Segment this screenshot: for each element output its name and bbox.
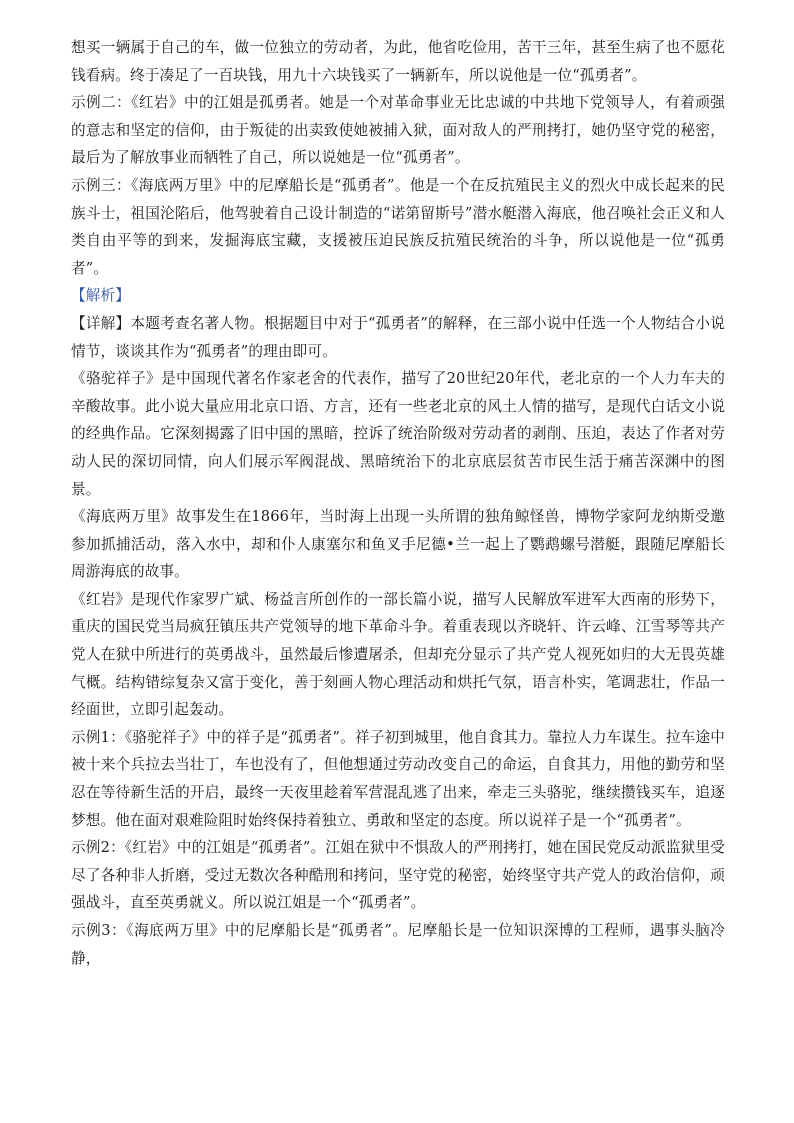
paragraph-example-three: 示例三：《海底两万里》中的尼摩船长是“孤勇者”。他是一个在反抗殖民主义的烈火中成长起来的民族斗士，祖国沦陷后，他驾驶着自己设计制造的“诺第留斯号”潜水艇潜入海底，他召唤社会正义和人类自由平等的到来，发掘海底宝藏，支援被压迫民族反抗殖民统治的斗争，所以说他是一位“孤勇者”。 <box>71 176 725 277</box>
paragraph-example-3: 示例3：《海底两万里》中的尼摩船长是“孤勇者”。尼摩船长是一位知识深博的工程师，遇事头脑冷静， <box>71 922 725 967</box>
paragraph-detailed-explanation: 【详解】本题考查名著人物。根据题目中对于“孤勇者”的解释，在三部小说中任选一个人物结合小说情节，谈谈其作为“孤勇者”的理由即可。 <box>71 314 725 360</box>
paragraph-camel-xiangzi-intro: 《骆驼祥子》是中国现代著名作家老舍的代表作，描写了20世纪20年代，老北京的一个人力车夫的辛酸故事。此小说大量应用北京口语、方言，还有一些老北京的风土人情的描写，是现代白话文小说的经典作品。它深刻揭露了旧中国的黑暗，控诉了统治阶级对劳动者的剥削、压迫，表达了作者对劳动人民的深切同情，向人们展示军阀混战、黑暗统治下的北京底层贫苦市民生活于痛苦深渊中的图景。 <box>71 370 725 498</box>
analysis-heading: 【解析】 <box>71 287 130 305</box>
document-body <box>71 34 725 972</box>
paragraph-example-1: 示例1：《骆驼祥子》中的祥子是“孤勇者”。祥子初到城里，他自食其力。靠拉人力车谋生。拉车途中被十来个兵拉去当壮丁，车也没有了，但他想通过劳动改变自己的命运，自食其力，用他的勤劳和坚忍在等待新生活的开启，最终一天夜里趁着军营混乱逃了出来，牵走三头骆驼，继续攒钱买车，追逐梦想。他在面对艰难险阻时始终保持着独立、勇敢和坚定的态度。所以说祥子是一个“孤勇者”。 <box>71 728 725 829</box>
paragraph-example-2: 示例2：《红岩》中的江姐是“孤勇者”。江姐在狱中不惧敌人的严刑拷打，她在国民党反动派监狱里受尽了各种非人折磨，受过无数次各种酷刑和拷问，坚守党的秘密，始终坚守共产党人的政治信仰，顽强战斗，直至英勇就义。所以说江姐是一个“孤勇者”。 <box>71 839 725 912</box>
paragraph-example-two: 示例二：《红岩》中的江姐是孤勇者。她是一个对革命事业无比忠诚的中共地下党领导人，有着顽强的意志和坚定的信仰，由于叛徒的出卖致使她被捕入狱，面对敌人的严刑拷打，她仍坚守党的秘密，最后为了解放事业而牺牲了自己，所以说她是一位“孤勇者”。 <box>71 94 725 167</box>
paragraph-red-crag-intro: 《红岩》是现代作家罗广斌、杨益言所创作的一部长篇小说，描写人民解放军进军大西南的形势下，重庆的国民党当局疯狂镇压共产党领导的地下革命斗争。着重表现以齐晓轩、许云峰、江雪琴等共产党人在狱中所进行的英勇战斗，虽然最后惨遭屠杀，但却充分显示了共产党人视死如归的大无畏英雄气概。结构错综复杂又富于变化，善于刻画人物心理活动和烘托气氛，语言朴实，笔调悲壮，作品一经面世，立即引起轰动。 <box>71 590 725 719</box>
paragraph-xiangzi-continued: 想买一辆属于自己的车，做一位独立的劳动者，为此，他省吃俭用，苦干三年，甚至生病了也不愿花钱看病。终于凑足了一百块钱，用九十六块钱买了一辆新车，所以说他是一位“孤勇者”。 <box>71 39 725 84</box>
paragraph-twenty-thousand-leagues-intro: 《海底两万里》故事发生在1866年，当时海上出现一头所谓的独角鲸怪兽，博物学家阿龙纳斯受邀参加抓捕活动，落入水中，却和仆人康塞尔和鱼叉手尼德•兰一起上了鹦鹉螺号潜艇，跟随尼摩船长周游海底的故事。 <box>71 508 725 581</box>
